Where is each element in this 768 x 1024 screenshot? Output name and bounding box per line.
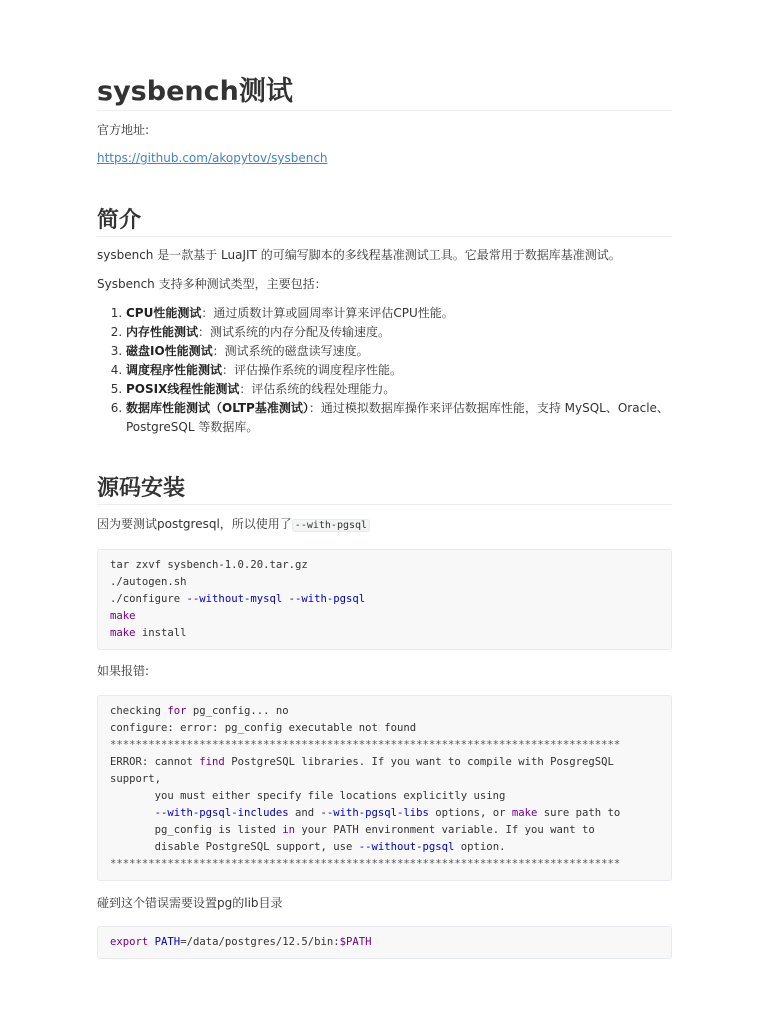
- inline-code-flag: --with-pgsql: [292, 519, 370, 532]
- code-token: ERROR: cannot: [110, 756, 200, 768]
- code-token: your PATH environment variable. If you want to: [294, 824, 595, 836]
- official-link-line: [97, 149, 672, 167]
- official-label: 官方地址:: [97, 123, 150, 137]
- code-line: [110, 754, 659, 771]
- code-token: checking: [110, 705, 168, 717]
- code-line: support,: [110, 773, 162, 785]
- feature-desc: ：测试系统的磁盘读写速度。: [212, 344, 369, 358]
- install-note: [97, 515, 672, 535]
- code-token: install: [135, 627, 187, 639]
- install-note-text: 因为要测试postgresql，所以使用了: [97, 517, 292, 531]
- feature-desc: ：通过质数计算或圆周率计算来评估CPU性能。: [201, 306, 454, 320]
- page-title: sysbench测试: [97, 74, 672, 111]
- code-line: tar zxvf sysbench-1.0.20.tar.gz: [110, 559, 308, 571]
- code-token: disable PostgreSQL support, use: [110, 841, 359, 853]
- feature-name: POSIX线程性能测试: [126, 382, 240, 396]
- code-line: [110, 591, 659, 608]
- feature-desc: ：评估系统的线程处理能力。: [239, 382, 396, 396]
- code-token: =/data/postgres/12.5/bin:: [180, 936, 340, 948]
- feature-desc: ：通过模拟数据库操作来评估数据库性能，支持 MySQL、Oracle、PostgreSQL 等数据库。: [126, 401, 669, 434]
- code-line: [110, 822, 659, 839]
- feature-desc: ：测试系统的内存分配及传输速度。: [198, 325, 391, 339]
- code-flag: --with-pgsql: [288, 593, 366, 605]
- code-block-install[interactable]: [97, 549, 672, 650]
- code-line: [110, 839, 659, 856]
- feature-desc: ：评估操作系统的调度程序性能。: [222, 363, 403, 377]
- code-keyword: make: [511, 807, 538, 819]
- list-item: [126, 323, 701, 342]
- list-item: [126, 342, 701, 361]
- code-keyword: find: [199, 756, 225, 768]
- feature-name: CPU性能测试: [126, 306, 202, 320]
- error-label: 如果报错:: [97, 664, 150, 678]
- code-keyword: export: [110, 936, 149, 948]
- code-line: [110, 805, 659, 822]
- code-token: option.: [454, 841, 506, 853]
- code-line: [110, 703, 659, 720]
- code-keyword: for: [167, 705, 187, 717]
- code-line-stars: ********************************************************************************: [110, 858, 621, 870]
- code-keyword: make: [110, 627, 136, 639]
- code-block-error[interactable]: [97, 695, 672, 881]
- code-token: sure path to: [537, 807, 621, 819]
- code-flag: --with-pgsql-libs: [320, 807, 429, 819]
- code-line: you must either specify file locations explicitly using: [110, 790, 506, 802]
- code-token: ./configure: [110, 593, 187, 605]
- list-item: [126, 361, 701, 380]
- fix-label: 碰到这个错误需要设置pg的lib目录: [97, 896, 283, 910]
- feature-list: [97, 304, 701, 437]
- code-flag: --without-pgsql: [358, 841, 455, 853]
- code-token: pg_config... no: [186, 705, 289, 717]
- code-token: pg_config is listed: [110, 824, 283, 836]
- code-keyword: in: [282, 824, 295, 836]
- section-heading-install: 源码安装: [97, 474, 672, 505]
- code-line: [110, 625, 659, 642]
- code-line: ./autogen.sh: [110, 576, 187, 588]
- list-item: [126, 380, 701, 399]
- code-variable: $PATH: [339, 936, 372, 948]
- code-line: make: [110, 610, 136, 622]
- feature-name: 内存性能测试: [126, 325, 199, 339]
- list-item: [126, 304, 701, 323]
- feature-name: 磁盘IO性能测试: [126, 344, 213, 358]
- code-token: [110, 807, 155, 819]
- code-block-export[interactable]: [97, 926, 672, 959]
- section-heading-intro: 简介: [97, 206, 672, 237]
- code-line: configure: error: pg_config executable not found: [110, 722, 417, 734]
- code-line-stars: ********************************************************************************: [110, 739, 621, 751]
- official-link[interactable]: https://github.com/akopytov/sysbench: [97, 151, 328, 165]
- code-token: options, or: [428, 807, 512, 819]
- test-types-paragraph: Sysbench 支持多种测试类型，主要包括：: [97, 277, 327, 291]
- code-flag: --without-mysql: [186, 593, 283, 605]
- feature-name: 调度程序性能测试: [126, 363, 223, 377]
- code-line: [110, 934, 659, 951]
- code-variable: PATH: [154, 936, 181, 948]
- code-token: and: [288, 807, 321, 819]
- feature-name: 数据库性能测试（OLTP基准测试）: [126, 401, 309, 415]
- code-flag: --with-pgsql-includes: [154, 807, 289, 819]
- intro-paragraph: sysbench 是一款基于 LuaJIT 的可编写脚本的多线程基准测试工具。它最常用于数据库基准测试。: [97, 248, 621, 262]
- list-item: [126, 399, 701, 437]
- code-token: PostgreSQL libraries. If you want to compile with PosgregSQL: [224, 756, 614, 768]
